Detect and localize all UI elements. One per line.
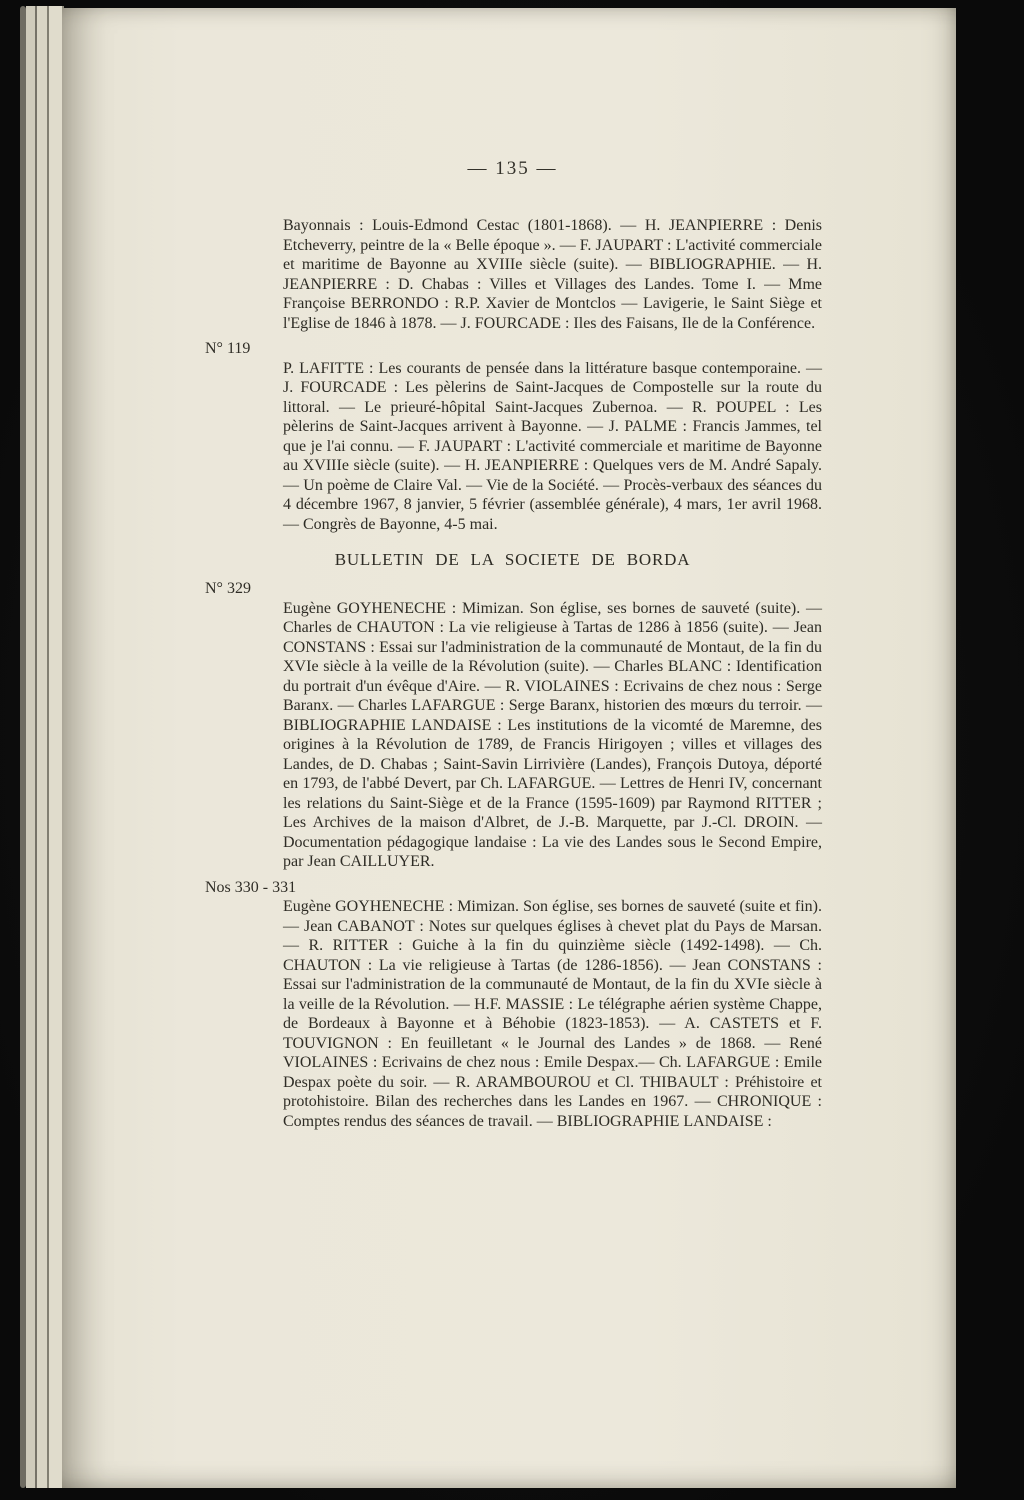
entry-number-label: Nos 330 - 331 [205, 878, 297, 896]
page-number: — 135 — [467, 158, 558, 179]
entry-text: Eugène GOYHENECHE : Mimizan. Son église, ses bornes de sauveté (suite). — Charles de CHAUTON : La vie religieuse à Tartas de 1286 à 1856 (suite). — Jean CONSTANS : Essai sur l'administration de la communauté de Montaut, de la fin du XVIe siècle à la veille de la Révolution (suite). — Charles BLANC : Identification du portrait d'un évêque d'Aire. — R. VIOLAINES : Ecrivains de chez nous : Serge Baranx. — Charles LAFARGUE : Serge Baranx, historien des mœurs du terroir. — BIBLIOGRAPHIE LANDAISE : Les institutions de la vicomté de Maremne, des origines à la Révolution de 1789, de Francis Hirigoyen ; villes et villages des Landes, de D. Chabas ; Saint-Savin Lirrivière (Landes), François Dutoya, déporté en 1793, de l'abbé Devert, par Ch. LAFARGUE. — Lettres de Henri IV, concernant les relations du Saint-Siège et de la France (1595-1609) par Raymond RITTER ; Les Archives de la maison d'Albret, de J.-B. Marquette, par J.-Cl. DROIN. — Documentation pédagogique landaise : La vie des Landes sous le Second Empire, par Jean CAILLUYER. [283, 599, 822, 870]
journal-entry [62, 216, 956, 333]
entry-text: Bayonnais : Louis-Edmond Cestac (1801-1868). — H. JEANPIERRE : Denis Etcheverry, peintre de la « Belle époque ». — F. JAUPART : L'activité commerciale et maritime de Bayonne au XVIIIe siècle (suite). — BIBLIOGRAPHIE. — H. JEANPIERRE : D. Chabas : Villes et Villages des Landes. Tome I. — Mme Françoise BERRONDO : R.P. Xavier de Montclos — Lavigerie, le Saint Siège et l'Eglise de 1846 à 1878. — J. FOURCADE : Iles des Faisans, Ile de la Conférence. [283, 217, 822, 332]
journal-entry [62, 579, 956, 872]
entry-text: Eugène GOYHENECHE : Mimizan. Son église, ses bornes de sauveté (suite et fin). — Jean CABANOT : Notes sur quelques églises à chevet plat du Pays de Marsan. — R. RITTER : Guiche à la fin du quinzième siècle (1492-1498). — Ch. CHAUTON : La vie religieuse à Tartas (de 1286-1856). — Jean CONSTANS : Essai sur l'administration de la communauté de Montaut, de la fin du XVIe siècle à la veille de la Révolution. — H.F. MASSIE : Le télégraphe aérien système Chappe, de Bordeaux à Bayonne et à Béhobie (1823-1853). — A. CASTETS et F. TOUVIGNON : En feuilletant « le Journal des Landes » de 1868. — René VIOLAINES : Ecrivains de chez nous : Emile Despax.— Ch. LAFARGUE : Emile Despax poète du soir. — R. ARAMBOUROU et Cl. THIBAULT : Préhistoire et protohistoire. Bilan des recherches dans les Landes en 1967. — CHRONIQUE : Comptes rendus des séances de travail. — BIBLIOGRAPHIE LANDAISE : [283, 898, 822, 1130]
section-heading: BULLETIN DE LA SOCIETE DE BORDA [334, 550, 691, 569]
book-page [62, 8, 956, 1488]
book-spine-edges [20, 6, 66, 1488]
page-edge-strip [26, 6, 35, 1488]
journal-entry [62, 339, 956, 534]
entry-number-label: N° 329 [205, 580, 251, 597]
journal-entry [62, 878, 956, 1132]
page-edge-strip [37, 6, 47, 1488]
entry-text: P. LAFITTE : Les courants de pensée dans la littérature basque contemporaine. — J. FOURCADE : Les pèlerins de Saint-Jacques de Compostelle sur la route du littoral. — Le prieuré-hôpital Saint-Jacques Zubernoa. — R. POUPEL : Les pèlerins de Saint-Jacques arrivent à Bayonne. — J. PALME : Francis Jammes, tel que je l'ai connu. — F. JAUPART : L'activité commerciale et maritime de Bayonne au XVIIIe siècle (suite). — H. JEANPIERRE : Quelques vers de M. André Sapaly. — Un poème de Claire Val. — Vie de la Société. — Procès-verbaux des séances du 4 décembre 1967, 8 janvier, 5 février (assemblée générale), 4 mars, 1er avril 1968. — Congrès de Bayonne, 4-5 mai. [283, 359, 822, 533]
entry-number-label: N° 119 [205, 340, 251, 357]
page-edge-strip [49, 6, 62, 1488]
